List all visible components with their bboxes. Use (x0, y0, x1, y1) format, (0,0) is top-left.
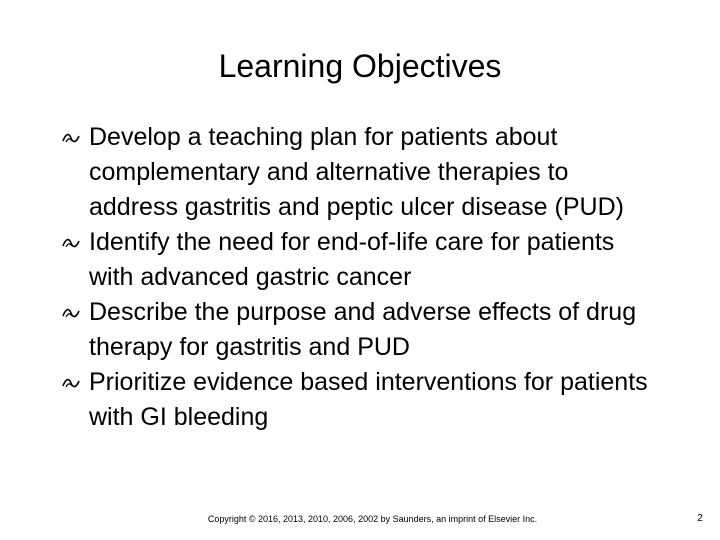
slide-title: Learning Objectives (218, 48, 502, 84)
list-item (0, 365, 720, 435)
bullet-text: Identify the need for end-of-life care for patients with advanced gastric cancer (89, 228, 615, 291)
list-item (0, 295, 720, 365)
wave-bullet-icon (61, 375, 83, 391)
bullet-text: Prioritize evidence based interventions for patients with GI bleeding (89, 368, 648, 431)
list-item (0, 225, 720, 295)
objectives-list (0, 120, 720, 435)
list-item (0, 120, 720, 225)
bullet-text: Develop a teaching plan for patients about complementary and alternative therapies to address gastritis and peptic ulcer disease (PUD) (89, 123, 624, 221)
wave-bullet-icon (61, 305, 83, 321)
copyright-footer: Copyright © 2016, 2013, 2010, 2006, 2002 by Saunders, an imprint of Elsevier Inc. (207, 514, 538, 524)
page-number: 2 (697, 513, 703, 524)
wave-bullet-icon (61, 130, 83, 146)
bullet-text: Describe the purpose and adverse effects of drug therapy for gastritis and PUD (89, 298, 637, 361)
wave-bullet-icon (61, 235, 83, 251)
